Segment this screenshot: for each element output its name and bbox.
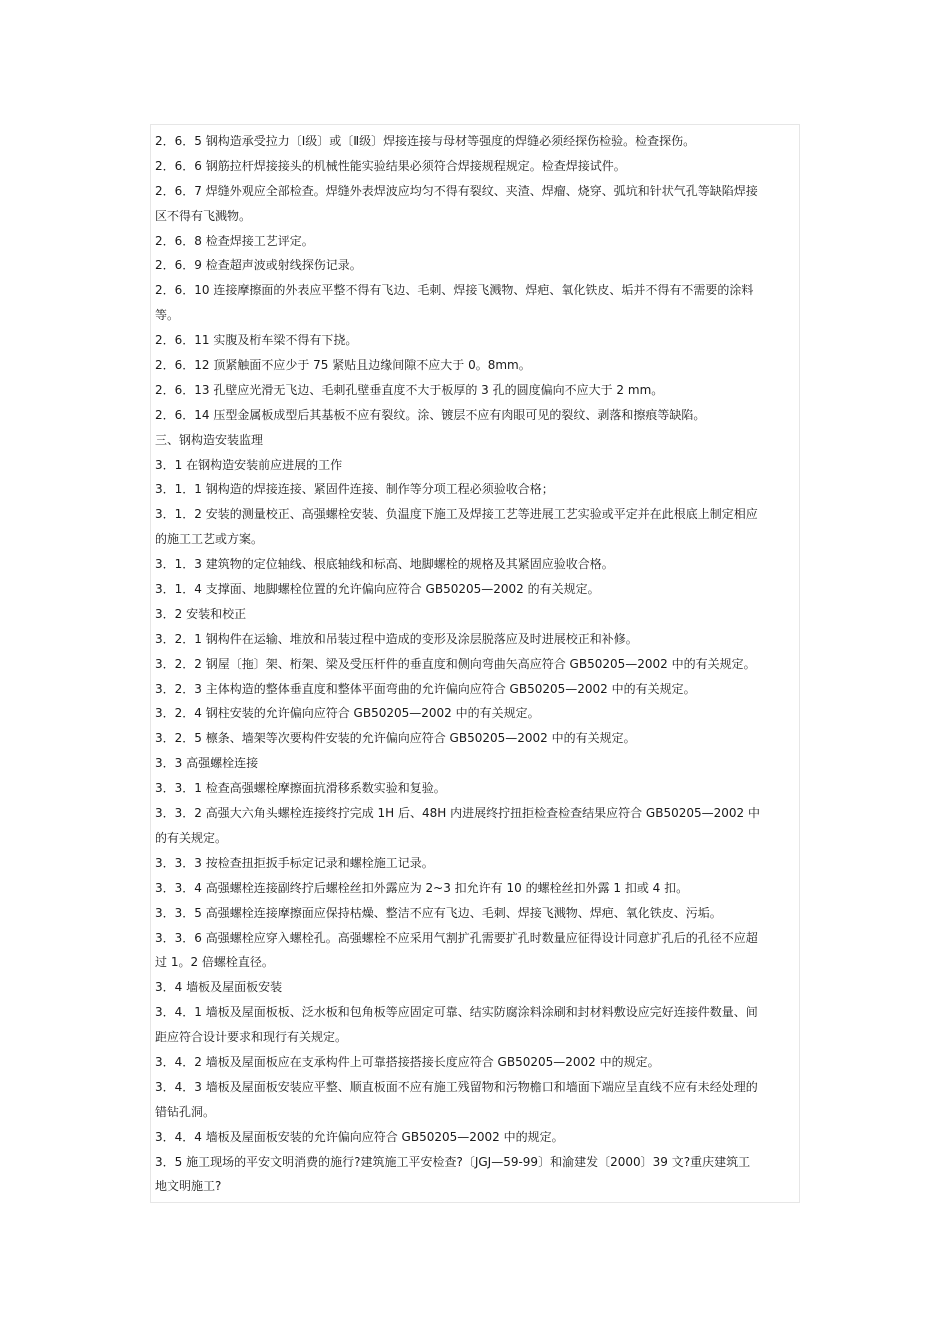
text-line: 2．6．14 压型金属板成型后其基板不应有裂纹。涂、镀层不应有肉眼可见的裂纹、剥落和擦痕等缺陷。 xyxy=(155,407,706,422)
text-line: 2．6．12 顶紧触面不应少于 75 紧贴且边缘间隙不应大于 0。8mm。 xyxy=(155,358,531,373)
text-line: 3．3．1 检查高强螺栓摩擦面抗滑移系数实验和复验。 xyxy=(155,781,446,796)
text-line: 等。 xyxy=(155,308,180,323)
document-body xyxy=(155,129,797,1199)
text-line: 3．2．4 钢柱安装的允许偏向应符合 GB50205—2002 中的有关规定。 xyxy=(155,706,540,721)
text-line: 3．3．6 高强螺栓应穿入螺栓孔。高强螺栓不应采用气割扩孔需要扩孔时数量应征得设计同意扩孔后的孔径不应超 xyxy=(155,930,758,945)
text-line: 3．4．1 墙板及屋面板板、泛水板和包角板等应固定可靠、结实防腐涂料涂刷和封材料敷设应完好连接件数量、间 xyxy=(155,1005,758,1020)
text-line: 3．4．3 墙板及屋面板安装应平整、顺直板面不应有施工残留物和污物檐口和墙面下端应呈直线不应有未经处理的 xyxy=(155,1079,758,1094)
text-line: 2．6．5 钢构造承受拉力〔Ⅰ级〕或〔Ⅱ级〕焊接连接与母材等强度的焊缝必须经探伤检验。检查探伤。 xyxy=(155,134,696,148)
text-line: 3．3 高强螺栓连接 xyxy=(155,756,259,771)
text-line: 区不得有飞溅物。 xyxy=(155,208,252,223)
text-line: 3．5 施工现场的平安文明消费的施行?建筑施工平安检查?〔JGJ—59-99〕和渝建发〔2000〕39 文?重庆建筑工 xyxy=(155,1154,751,1169)
text-line: 2．6．9 检查超声波或射线探伤记录。 xyxy=(155,258,362,273)
text-line: 三、钢构造安装监理 xyxy=(155,432,264,447)
text-line: 3．1．3 建筑物的定位轴线、根底轴线和标高、地脚螺栓的规格及其紧固应验收合格。 xyxy=(155,557,614,572)
text-line: 2．6．13 孔壁应光滑无飞边、毛刺孔壁垂直度不大于板厚的 3 孔的圆度偏向不应大于 2 mm。 xyxy=(155,382,664,397)
text-line: 3．4．2 墙板及屋面板应在支承构件上可靠搭接搭接长度应符合 GB50205—2002 中的规定。 xyxy=(155,1054,660,1069)
text-line: 3．3．5 高强螺栓连接摩擦面应保持枯燥、整洁不应有飞边、毛刺、焊接飞溅物、焊疤、氧化铁皮、污垢。 xyxy=(155,905,722,920)
text-line: 的有关规定。 xyxy=(155,830,228,845)
text-line: 3．2．2 钢屋〔拖〕架、桁架、梁及受压杆件的垂直度和侧向弯曲矢高应符合 GB50205—2002 中的有关规定。 xyxy=(155,656,756,671)
text-line: 3．4．4 墙板及屋面板安装的允许偏向应符合 GB50205—2002 中的规定。 xyxy=(155,1129,564,1144)
text-line: 3．2．1 钢构件在运输、堆放和吊装过程中造成的变形及涂层脱落应及时进展校正和补修。 xyxy=(155,631,638,646)
text-line: 地文明施工? xyxy=(155,1179,222,1194)
text-line: 3．1 在钢构造安装前应进展的工作 xyxy=(155,457,343,472)
text-line: 3．4 墙板及屋面板安装 xyxy=(155,980,283,995)
text-line: 2．6．8 检查焊接工艺评定。 xyxy=(155,233,314,248)
text-line: 距应符合设计要求和现行有关规定。 xyxy=(155,1030,348,1045)
text-line: 错钻孔洞。 xyxy=(155,1104,216,1119)
text-line: 2．6．6 钢筋拉杆焊接接头的机械性能实验结果必须符合焊接规程规定。检查焊接试件。 xyxy=(155,158,626,173)
text-line: 3．1．1 钢构造的焊接连接、紧固件连接、制作等分项工程必须验收合格； xyxy=(155,482,554,497)
text-line: 3．3．4 高强螺栓连接副终拧后螺栓丝扣外露应为 2~3 扣允许有 10 的螺栓丝扣外露 1 扣或 4 扣。 xyxy=(155,880,689,895)
text-line: 2．6．7 焊缝外观应全部检查。焊缝外表焊波应均匀不得有裂纹、夹渣、焊瘤、烧穿、弧坑和针状气孔等缺陷焊接 xyxy=(155,183,758,198)
text-line: 2．6．11 实腹及桁车梁不得有下挠。 xyxy=(155,333,358,348)
text-line: 3．2．3 主体构造的整体垂直度和整体平面弯曲的允许偏向应符合 GB50205—2002 中的有关规定。 xyxy=(155,681,696,696)
text-line: 3．1．4 支撑面、地脚螺栓位置的允许偏向应符合 GB50205—2002 的有关规定。 xyxy=(155,582,600,597)
text-line: 3．3．2 高强大六角头螺栓连接终拧完成 1H 后、48H 内进展终拧扭拒检查检查结果应符合 GB50205—2002 中 xyxy=(155,806,760,821)
text-line: 3．2．5 檩条、墙架等次要构件安装的允许偏向应符合 GB50205—2002 中的有关规定。 xyxy=(155,731,636,746)
text-line: 3．2 安装和校正 xyxy=(155,606,247,621)
text-line: 3．3．3 按检查扭拒扳手标定记录和螺栓施工记录。 xyxy=(155,855,434,870)
text-line: 的施工工艺或方案。 xyxy=(155,532,264,547)
text-line: 3．1．2 安装的测量校正、高强螺栓安装、负温度下施工及焊接工艺等进展工艺实验或平定并在此根底上制定相应 xyxy=(155,507,758,522)
text-line: 过 1。2 倍螺栓直径。 xyxy=(155,955,274,970)
text-line: 2．6．10 连接摩擦面的外表应平整不得有飞边、毛刺、焊接飞溅物、焊疤、氧化铁皮、垢并不得有不需要的涂料 xyxy=(155,283,754,298)
